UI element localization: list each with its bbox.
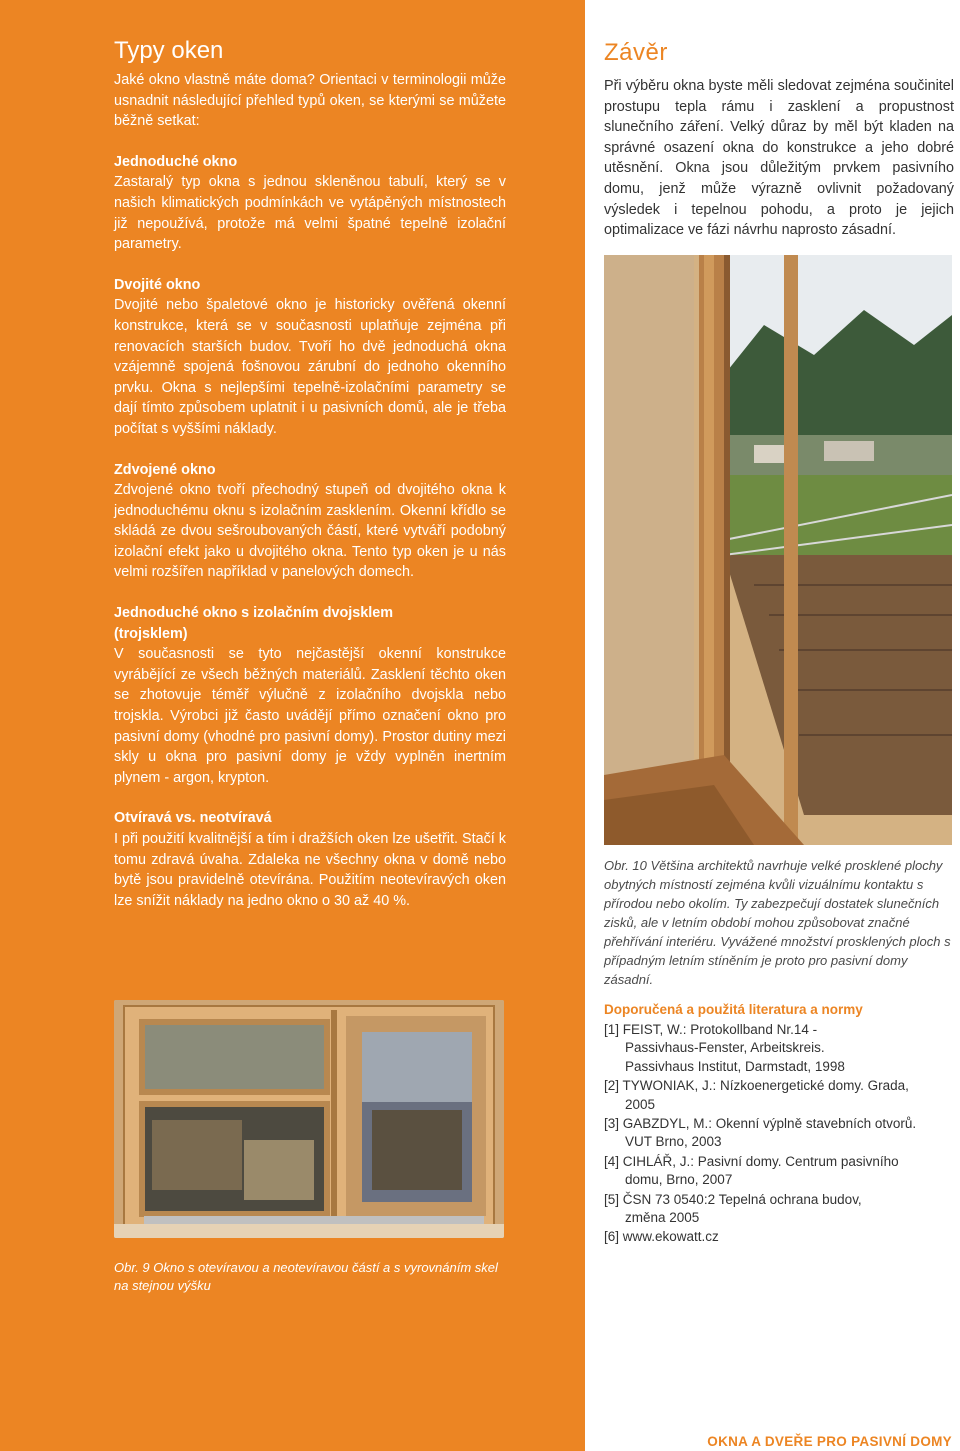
window-illustration (114, 1000, 504, 1238)
section-text: I při použití kvalitnější a tím i dražších oken lze ušetřit. Stačí k tomu zdravá úvaha. Zdaleka ne všechny okna v domě nebo bytě jsou pravidelně otevírána. Použitím neotevíravých oken lze snížit náklady na jedno okno o 30 až 40 %. (114, 831, 506, 909)
literature-item-line: Passivhaus Institut, Darmstadt, 1998 (625, 1058, 845, 1074)
literature-item (604, 1021, 954, 1076)
section-simple-window (114, 152, 506, 255)
literature-item-line: [4] CIHLÁŘ, J.: Pasivní domy. Centrum pasivního (604, 1153, 899, 1169)
literature-item-line: [6] www.ekowatt.cz (604, 1229, 719, 1245)
section-heading: Dvojité okno (114, 276, 201, 293)
literature-list (604, 1021, 954, 1248)
figure-9-window-photo (114, 1000, 504, 1238)
literature-item (604, 1077, 954, 1114)
section-coupled-window (114, 460, 506, 584)
literature-item-line: [3] GABZDYL, M.: Okenní výplně stavebních otvorů. (604, 1116, 917, 1132)
literature-item-line: domu, Brno, 2007 (625, 1172, 733, 1188)
section-text: Dvojité nebo špaletové okno je historicky ověřená okenní konstrukce, která se v současnosti uplatňuje zejména při renovacích starších budov. Tvoří ho dvě jednoduchá okna vzájemně spojená fošnovou zárubní do jednoho okenního prvku. Okna s nejlepšími tepelně-izolačními parametry se dají tímto způsobem uplatnit i u pasivních domů, ale je třeba počítat s vyššími náklady. (114, 297, 506, 437)
section-double-window (114, 275, 506, 440)
section-insulated-glazing (114, 603, 506, 788)
intro-paragraph: Jaké okno vlastně máte doma? Orientaci v terminologii může usnadnit následující přehled typů oken, se kterými se můžete běžně setkat: (114, 72, 506, 130)
section-text: Zdvojené okno tvoří přechodný stupeň od dvojitého okna k jednoduchému oknu s izolačním zasklením. Okenní křídlo se skládá ze dvou sešroubovaných částí, které vytváří podobný izolační efekt jako u dvojitého okna. Tento typ oken je u nás velmi rozšířen například v panelových domech. (114, 482, 506, 581)
literature-item (604, 1228, 954, 1246)
conclusion-text: Při výběru okna byste měli sledovat zejména součinitel prostupu tepla rámu i zasklení a propustnost slunečního záření. Velký důraz by měl být kladen na správné osazení okna do konstrukce a jeho dobré utěsnění. Okna jsou důležitým prvkem pasivního domu, jenž může výrazně ovlivnit požadovaný výsledek i tepelnou pohodu, a proto je jejich optimalizace ve fázi návrhu naprosto zásadní. (604, 78, 954, 239)
section-opening-vs-fixed (114, 808, 506, 911)
figure-10-caption: Obr. 10 Většina architektů navrhuje velké prosklené plochy obytných místností zejména kvůli vizuálnímu kontaktu s přírodou nebo okolím. Ty zabezpečují dostatek slunečních zisků, ale v letním období mohou způsobovat značné přehřívání interiéru. Vyvážené množství prosklených ploch s případným letním stíněním je proto pro pasivní domy zásadní. (604, 858, 951, 987)
figure-10-glazed-door-photo (604, 255, 952, 845)
section-heading: Zdvojené okno (114, 461, 216, 478)
literature-item-line: změna 2005 (625, 1210, 700, 1226)
section-text: Zastaralý typ okna s jednou skleněnou tabulí, který se v našich klimatických podmínkách ve vytápěných místnostech již nepoužívá, protože má velmi špatné tepelně izolační parametry. (114, 174, 506, 253)
section-heading: Jednoduché okno (114, 153, 238, 170)
literature-item (604, 1191, 954, 1228)
literature-item-line: VUT Brno, 2003 (625, 1134, 722, 1150)
literature-item-line: [1] FEIST, W.: Protokollband Nr.14 - (604, 1022, 818, 1037)
glazed-door-illustration (604, 255, 952, 845)
literature-title: Doporučená a použitá literatura a normy (604, 1002, 863, 1017)
literature-item-line: Passivhaus-Fenster, Arbeitskreis. (625, 1040, 825, 1056)
footer-running-title: OKNA A DVEŘE PRO PASIVNÍ DOMY (707, 1434, 952, 1449)
left-column (114, 36, 506, 931)
conclusion-title: Závěr (604, 39, 668, 66)
literature-item-line: 2005 (625, 1096, 656, 1112)
section-text: V současnosti se tyto nejčastější okenní konstrukce vyrábějící ze všech běžných materiálů. Zasklení těchto oken se zhotovuje téměř výlučně z izolačního dvojskla nebo trojskla. Výrobci již často uvádějí přímo označení okno pro pasivní domy (vhodné pro pasivní domy). Prostor dutiny mezi skly u okna pro pasivní domy je vždy vyplněn inertním plynem - argon, krypton. (114, 646, 506, 786)
figure-9-caption: Obr. 9 Okno s otevíravou a neotevíravou částí a s vyrovnáním skel na stejnou výšku (114, 1260, 498, 1293)
section-heading: Jednoduché okno s izolačním dvojsklem (trojsklem) (114, 605, 394, 642)
literature-item (604, 1153, 954, 1190)
section-heading: Otvíravá vs. neotvíravá (114, 810, 272, 827)
literature-item (604, 1115, 954, 1152)
literature-item-line: [2] TYWONIAK, J.: Nízkoenergetické domy. Grada, (604, 1078, 909, 1094)
page-title: Typy oken (114, 37, 224, 64)
literature-item-line: [5] ČSN 73 0540:2 Tepelná ochrana budov, (604, 1191, 862, 1207)
